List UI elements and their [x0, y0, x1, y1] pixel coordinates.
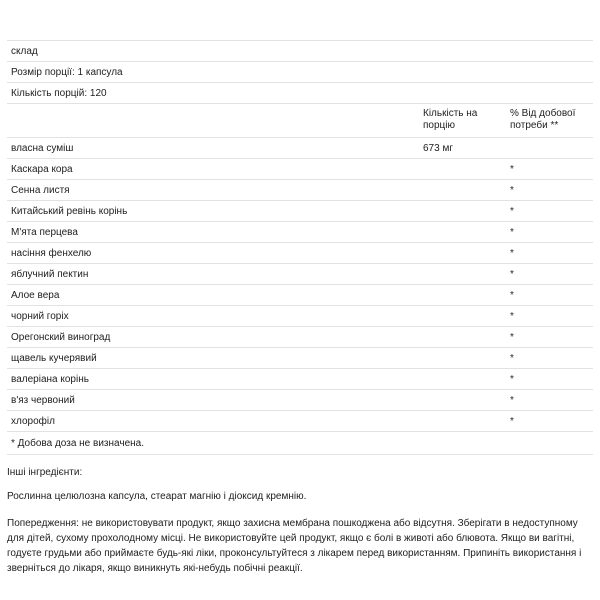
footnote-row — [7, 431, 593, 455]
ingredient-daily-value: * — [510, 311, 514, 322]
ingredient-name: насіння фенхелю — [11, 248, 92, 259]
ingredient-row — [7, 263, 593, 284]
ingredient-name: М'ята перцева — [11, 227, 78, 238]
other-ingredients-title: Інші інгредієнти: — [7, 467, 83, 478]
daily-value-footnote: * Добова доза не визначена. — [11, 438, 144, 449]
ingredient-daily-value: * — [510, 353, 514, 364]
ingredient-daily-value: * — [510, 269, 514, 280]
ingredient-name: щавель кучерявий — [11, 353, 97, 364]
servings-per-container-row — [7, 82, 593, 103]
ingredient-daily-value: * — [510, 248, 514, 259]
ingredient-row — [7, 326, 593, 347]
ingredient-daily-value: * — [510, 206, 514, 217]
ingredient-row — [7, 305, 593, 326]
ingredient-daily-value: * — [510, 185, 514, 196]
serving-size: Розмір порції: 1 капсула — [11, 67, 123, 78]
ingredient-row — [7, 221, 593, 242]
ingredient-name: в'яз червоний — [11, 395, 75, 406]
blend-amount: 673 мг — [423, 143, 453, 154]
ingredient-row — [7, 179, 593, 200]
ingredient-name: Орегонский виноград — [11, 332, 111, 343]
blend-name: власна суміш — [11, 143, 74, 154]
column-header-row — [7, 103, 593, 137]
ingredient-daily-value: * — [510, 416, 514, 427]
serving-size-row — [7, 61, 593, 82]
other-ingredients-list: Рослинна целюлозна капсула, стеарат магнію і діоксид кремнію. — [7, 491, 307, 502]
ingredient-daily-value: * — [510, 290, 514, 301]
ingredient-name: валеріана корінь — [11, 374, 89, 385]
ingredient-list — [7, 158, 593, 431]
ingredient-row — [7, 410, 593, 431]
other-ingredients-section — [7, 466, 593, 576]
supplement-facts-table — [7, 40, 593, 455]
ingredient-row — [7, 389, 593, 410]
ingredient-name: Каскара кора — [11, 164, 73, 175]
facts-title-row — [7, 40, 593, 61]
ingredient-row — [7, 242, 593, 263]
ingredient-name: хлорофіл — [11, 416, 55, 427]
ingredient-row — [7, 158, 593, 179]
blend-row — [7, 137, 593, 158]
ingredient-name: Алое вера — [11, 290, 60, 301]
ingredient-row — [7, 284, 593, 305]
servings-per-container: Кількість порцій: 120 — [11, 88, 107, 99]
ingredient-name: Сенна листя — [11, 185, 70, 196]
ingredient-name: Китайський ревінь корінь — [11, 206, 128, 217]
daily-value-column-header: % Від добової потреби ** — [510, 108, 576, 131]
ingredient-row — [7, 347, 593, 368]
ingredient-daily-value: * — [510, 332, 514, 343]
ingredient-name: яблучний пектин — [11, 269, 89, 280]
facts-title: склад — [11, 46, 38, 57]
ingredient-row — [7, 368, 593, 389]
ingredient-daily-value: * — [510, 164, 514, 175]
ingredient-name: чорний горіх — [11, 311, 69, 322]
ingredient-row — [7, 200, 593, 221]
ingredient-daily-value: * — [510, 374, 514, 385]
amount-column-header: Кількість на порцію — [423, 108, 478, 131]
ingredient-daily-value: * — [510, 227, 514, 238]
warning-text: Попередження: не використовувати продукт, якщо захисна мембрана пошкоджена або відсутня. Зберігати в недоступному для дітей, сухому прохолодному місці. Не використовуйте цей продукт, якщо є болі в животі або блювота. Якщо ви вагітні, годуєте грудьми або приймаєте будь-які ліки, проконсультуйтеся з лікарем перед використанням. Припиніть використання і зверніться до лікаря, якщо виникнуть які-небудь побічні реакції. — [7, 518, 582, 574]
ingredient-daily-value: * — [510, 395, 514, 406]
